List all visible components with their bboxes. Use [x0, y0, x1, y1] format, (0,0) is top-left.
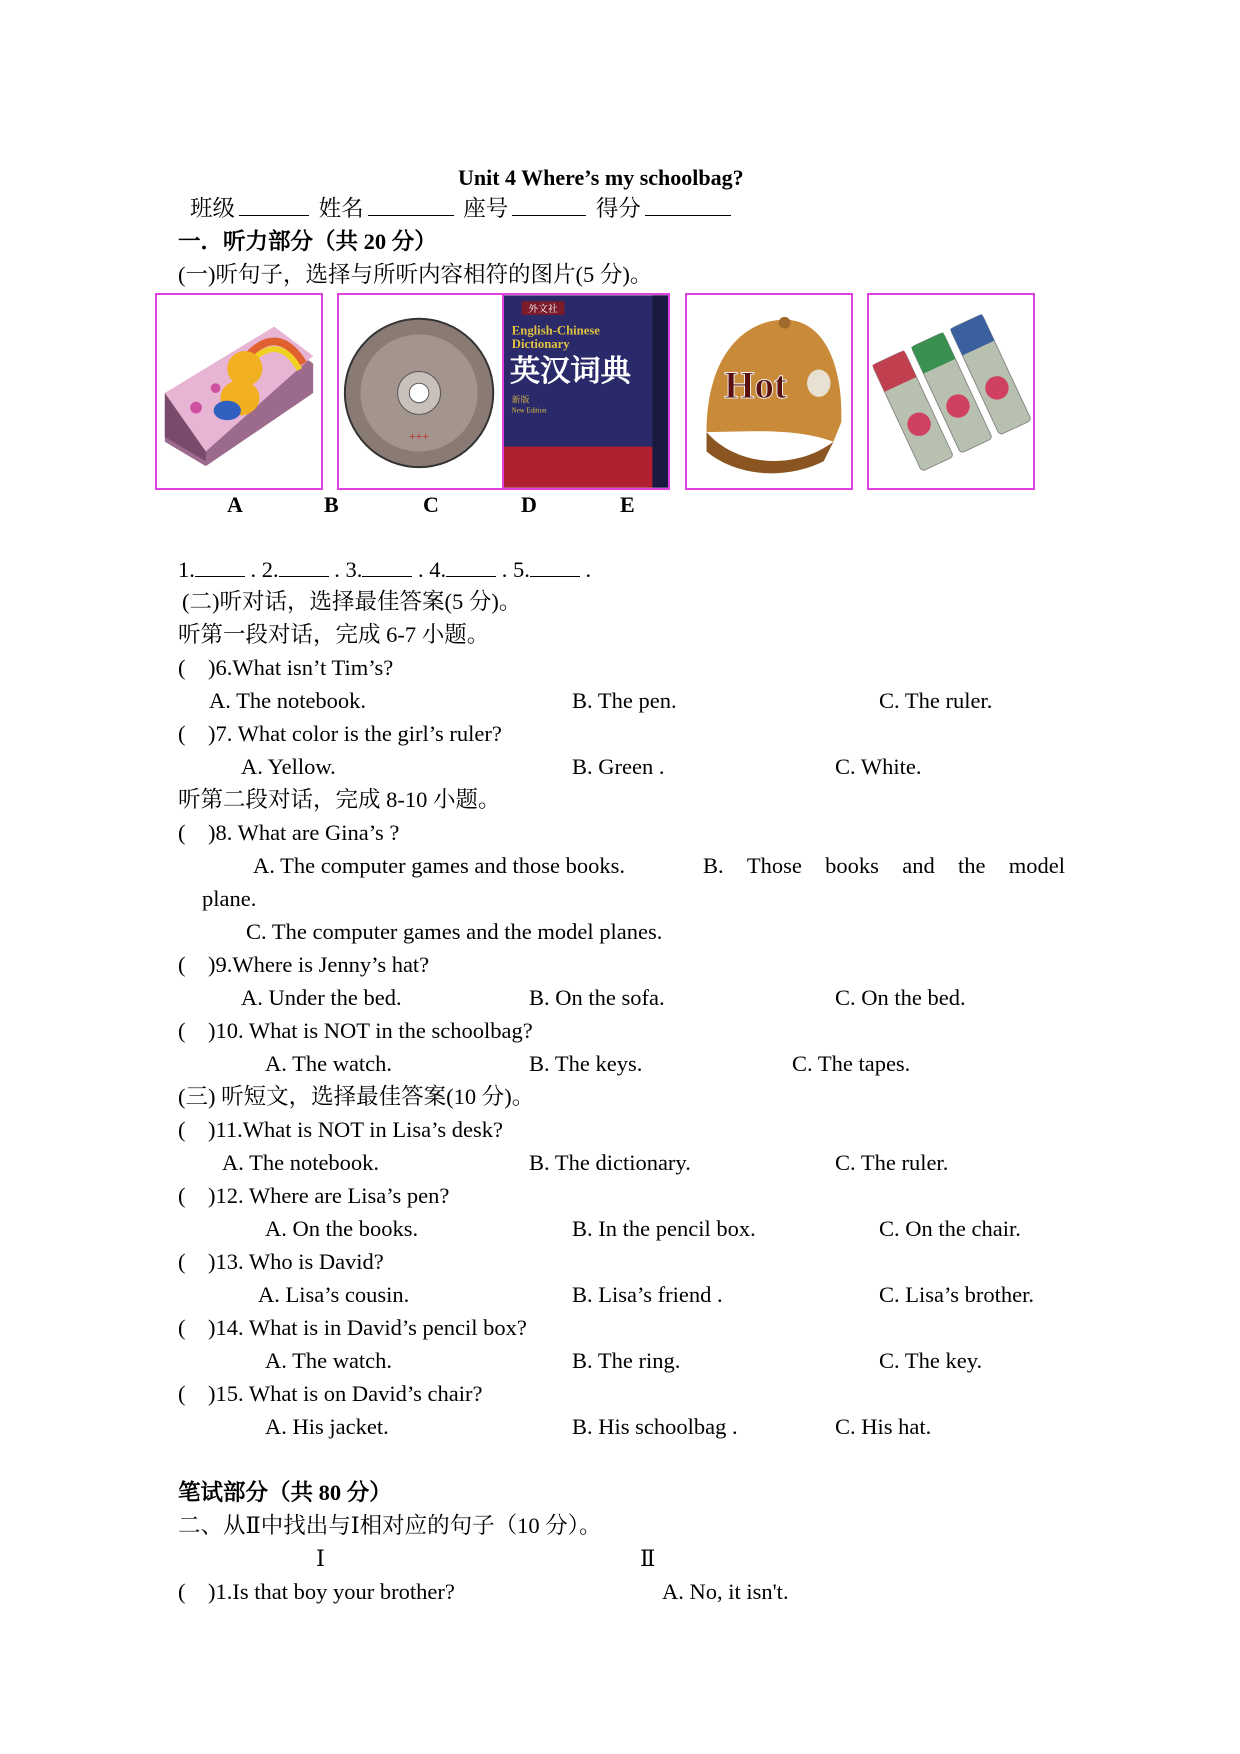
- picture-letter-e: E: [620, 492, 635, 517]
- score-blank[interactable]: [645, 197, 731, 216]
- q8-b-word: B.: [703, 853, 724, 878]
- page-title: Unit 4 Where’s my schoolbag?: [458, 165, 744, 190]
- tapes-picture: [867, 293, 1035, 490]
- question-12: ( )12. Where are Lisa’s pen?: [178, 1183, 450, 1208]
- name-label: 姓名: [318, 196, 364, 221]
- q9-option-b[interactable]: B. On the sofa.: [529, 985, 665, 1010]
- question-6: ( )6.What isn’t Tim’s?: [178, 655, 394, 680]
- q15-option-b[interactable]: B. His schoolbag .: [572, 1414, 738, 1439]
- seat-blank[interactable]: [512, 197, 586, 216]
- q12-option-b[interactable]: B. In the pencil box.: [572, 1216, 756, 1241]
- dictionary-picture: [502, 293, 670, 490]
- answer-4-blank[interactable]: [446, 558, 496, 577]
- q8-option-b-continued: plane.: [202, 886, 257, 911]
- seat-label: 座号: [463, 196, 509, 221]
- score-label: 得分: [595, 196, 641, 221]
- question-8: ( )8. What are Gina’s ?: [178, 820, 400, 845]
- q14-option-b[interactable]: B. The ring.: [572, 1348, 681, 1373]
- section2-instruction: (二)听对话，选择最佳答案(5 分)。: [182, 589, 522, 614]
- q8-b-word: the: [957, 853, 986, 878]
- question-7: ( )7. What color is the girl’s ruler?: [178, 721, 502, 746]
- question-10: ( )10. What is NOT in the schoolbag?: [178, 1018, 533, 1043]
- dialog2-instruction: 听第二段对话，完成 8-10 小题。: [178, 787, 501, 812]
- dict-en1: English-Chinese: [511, 323, 600, 338]
- q13-option-c[interactable]: C. Lisa’s brother.: [879, 1282, 1034, 1307]
- dict-edition: 新版: [511, 394, 530, 405]
- q14-option-a[interactable]: A. The watch.: [265, 1348, 393, 1373]
- question-15: ( )15. What is on David’s chair?: [178, 1381, 483, 1406]
- answer-3-blank[interactable]: [362, 558, 412, 577]
- pencil-box-image: [157, 295, 321, 488]
- q12-option-a[interactable]: A. On the books.: [265, 1216, 419, 1241]
- tapes-image: [869, 295, 1033, 488]
- q6-option-a[interactable]: A. The notebook.: [209, 688, 367, 713]
- question-13: ( )13. Who is David?: [178, 1249, 384, 1274]
- answer-3-label: . 3.: [334, 557, 363, 582]
- q14-option-c[interactable]: C. The key.: [879, 1348, 983, 1373]
- q15-option-a[interactable]: A. His jacket.: [265, 1414, 389, 1439]
- answer-end: .: [585, 557, 592, 582]
- q8-option-a[interactable]: A. The computer games and those books.: [253, 853, 626, 878]
- q8-b-word: books: [825, 853, 879, 878]
- matching-instruction: 二、从Ⅱ中找出与Ⅰ相对应的句子（10 分）。: [178, 1513, 602, 1538]
- q12-option-c[interactable]: C. On the chair.: [879, 1216, 1021, 1241]
- matching-question-1: ( )1.Is that boy your brother?: [178, 1579, 455, 1604]
- q7-option-b[interactable]: B. Green .: [572, 754, 665, 779]
- q8-b-word: Those: [746, 853, 802, 878]
- question-9: ( )9.Where is Jenny’s hat?: [178, 952, 430, 977]
- question-14: ( )14. What is in David’s pencil box?: [178, 1315, 527, 1340]
- answer-2-label: . 2.: [250, 557, 279, 582]
- answer-5-blank[interactable]: [530, 558, 580, 577]
- name-blank[interactable]: [368, 197, 454, 216]
- pencil-box-picture: [155, 293, 323, 490]
- answer-1-blank[interactable]: [195, 558, 245, 577]
- q8-b-word: and: [902, 853, 935, 878]
- picture-letter-a: A: [227, 492, 243, 517]
- section1-instruction: (一)听句子，选择与所听内容相符的图片(5 分)。: [178, 262, 653, 287]
- picture-letter-c: C: [423, 492, 439, 517]
- q7-option-a[interactable]: A. Yellow.: [241, 754, 336, 779]
- q8-option-c[interactable]: C. The computer games and the model planes.: [246, 919, 663, 944]
- q15-option-c[interactable]: C. His hat.: [835, 1414, 932, 1439]
- cap-image: [687, 295, 851, 488]
- q8-b-word: model: [1008, 853, 1065, 878]
- q10-option-c[interactable]: C. The tapes.: [792, 1051, 911, 1076]
- dict-zh: 英汉词典: [509, 354, 631, 389]
- q9-option-c[interactable]: C. On the bed.: [835, 985, 966, 1010]
- class-blank[interactable]: [239, 197, 309, 216]
- question-11: ( )11.What is NOT in Lisa’s desk?: [178, 1117, 503, 1142]
- q9-option-a[interactable]: A. Under the bed.: [241, 985, 402, 1010]
- q10-option-a[interactable]: A. The watch.: [265, 1051, 393, 1076]
- dict-publisher: 外文社: [528, 303, 558, 315]
- q11-option-c[interactable]: C. The ruler.: [835, 1150, 949, 1175]
- class-label: 班级: [190, 196, 236, 221]
- q7-option-c[interactable]: C. White.: [835, 754, 922, 779]
- cd-picture: [337, 293, 505, 490]
- listening-heading: 一．听力部分（共 20 分）: [178, 229, 437, 254]
- q6-option-b[interactable]: B. The pen.: [572, 688, 677, 713]
- dictionary-image: [504, 295, 668, 488]
- picture-letter-b: B: [324, 492, 339, 517]
- answer-2-blank[interactable]: [279, 558, 329, 577]
- q11-option-a[interactable]: A. The notebook.: [222, 1150, 380, 1175]
- answer-1-label: 1.: [178, 557, 195, 582]
- column-1-heading: Ⅰ: [316, 1546, 325, 1571]
- cap-picture: [685, 293, 853, 490]
- cap-text: Hot: [724, 363, 787, 407]
- picture-letter-d: D: [521, 492, 537, 517]
- student-info-line: [190, 195, 735, 223]
- cd-mark: +++: [409, 429, 429, 443]
- answer-4-label: . 4.: [418, 557, 447, 582]
- q8-option-b[interactable]: [703, 852, 1065, 880]
- cd-image: [339, 295, 503, 488]
- written-heading: 笔试部分（共 80 分）: [178, 1480, 392, 1505]
- q13-option-b[interactable]: B. Lisa’s friend .: [572, 1282, 723, 1307]
- answer-line: [178, 556, 591, 584]
- answer-5-label: . 5.: [501, 557, 530, 582]
- q6-option-c[interactable]: C. The ruler.: [879, 688, 993, 713]
- dict-en2: Dictionary: [511, 337, 570, 352]
- column-2-heading: Ⅱ: [640, 1546, 656, 1571]
- dict-edition-en: New Edition: [511, 407, 547, 415]
- q10-option-b[interactable]: B. The keys.: [529, 1051, 643, 1076]
- q13-option-a[interactable]: A. Lisa’s cousin.: [258, 1282, 410, 1307]
- section3-instruction: (三) 听短文，选择最佳答案(10 分)。: [178, 1084, 535, 1109]
- matching-answer-a: A. No, it isn't.: [662, 1579, 789, 1604]
- dialog1-instruction: 听第一段对话，完成 6-7 小题。: [178, 622, 490, 647]
- q11-option-b[interactable]: B. The dictionary.: [529, 1150, 691, 1175]
